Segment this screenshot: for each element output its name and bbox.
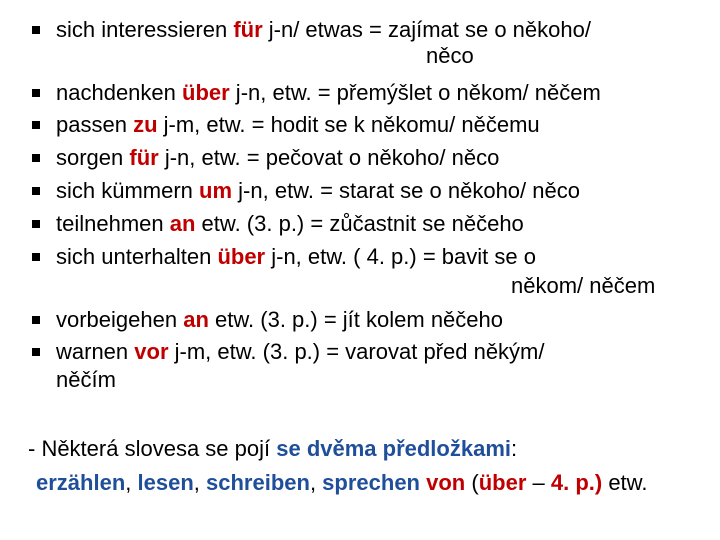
list-item-text: sorgen für j-n, etw. = pečovat o někoho/ něco (56, 145, 500, 170)
list-item-text: warnen vor j-m, etw. (3. p.) = varovat před někým/ (56, 339, 545, 364)
list-item-text: nachdenken über j-n, etw. = přemýšlet o někom/ něčem (56, 80, 601, 105)
list-item-text: passen zu j-m, etw. = hodit se k někomu/ něčemu (56, 112, 540, 137)
note-examples: erzählen, lesen, schreiben, sprechen von (über – 4. p.) etw. (36, 470, 648, 495)
list-item-text: sich unterhalten über j-n, etw. ( 4. p.) = bavit se o (56, 244, 536, 269)
list-item-continuation: něco (426, 43, 474, 68)
list-item-continuation: něčím (56, 367, 116, 392)
list-item-text: teilnehmen an etw. (3. p.) = zůčastnit se něčeho (56, 211, 524, 236)
list-item-text: sich kümmern um j-n, etw. = starat se o někoho/ něco (56, 178, 580, 203)
list-item-text: sich interessieren für j-n/ etwas = zajímat se o někoho/ (56, 17, 591, 42)
list-item-text: vorbeigehen an etw. (3. p.) = jít kolem něčeho (56, 307, 503, 332)
list-item-continuation: někom/ něčem (511, 273, 656, 298)
note-line: - Některá slovesa se pojí se dvěma předložkami: (28, 436, 518, 461)
